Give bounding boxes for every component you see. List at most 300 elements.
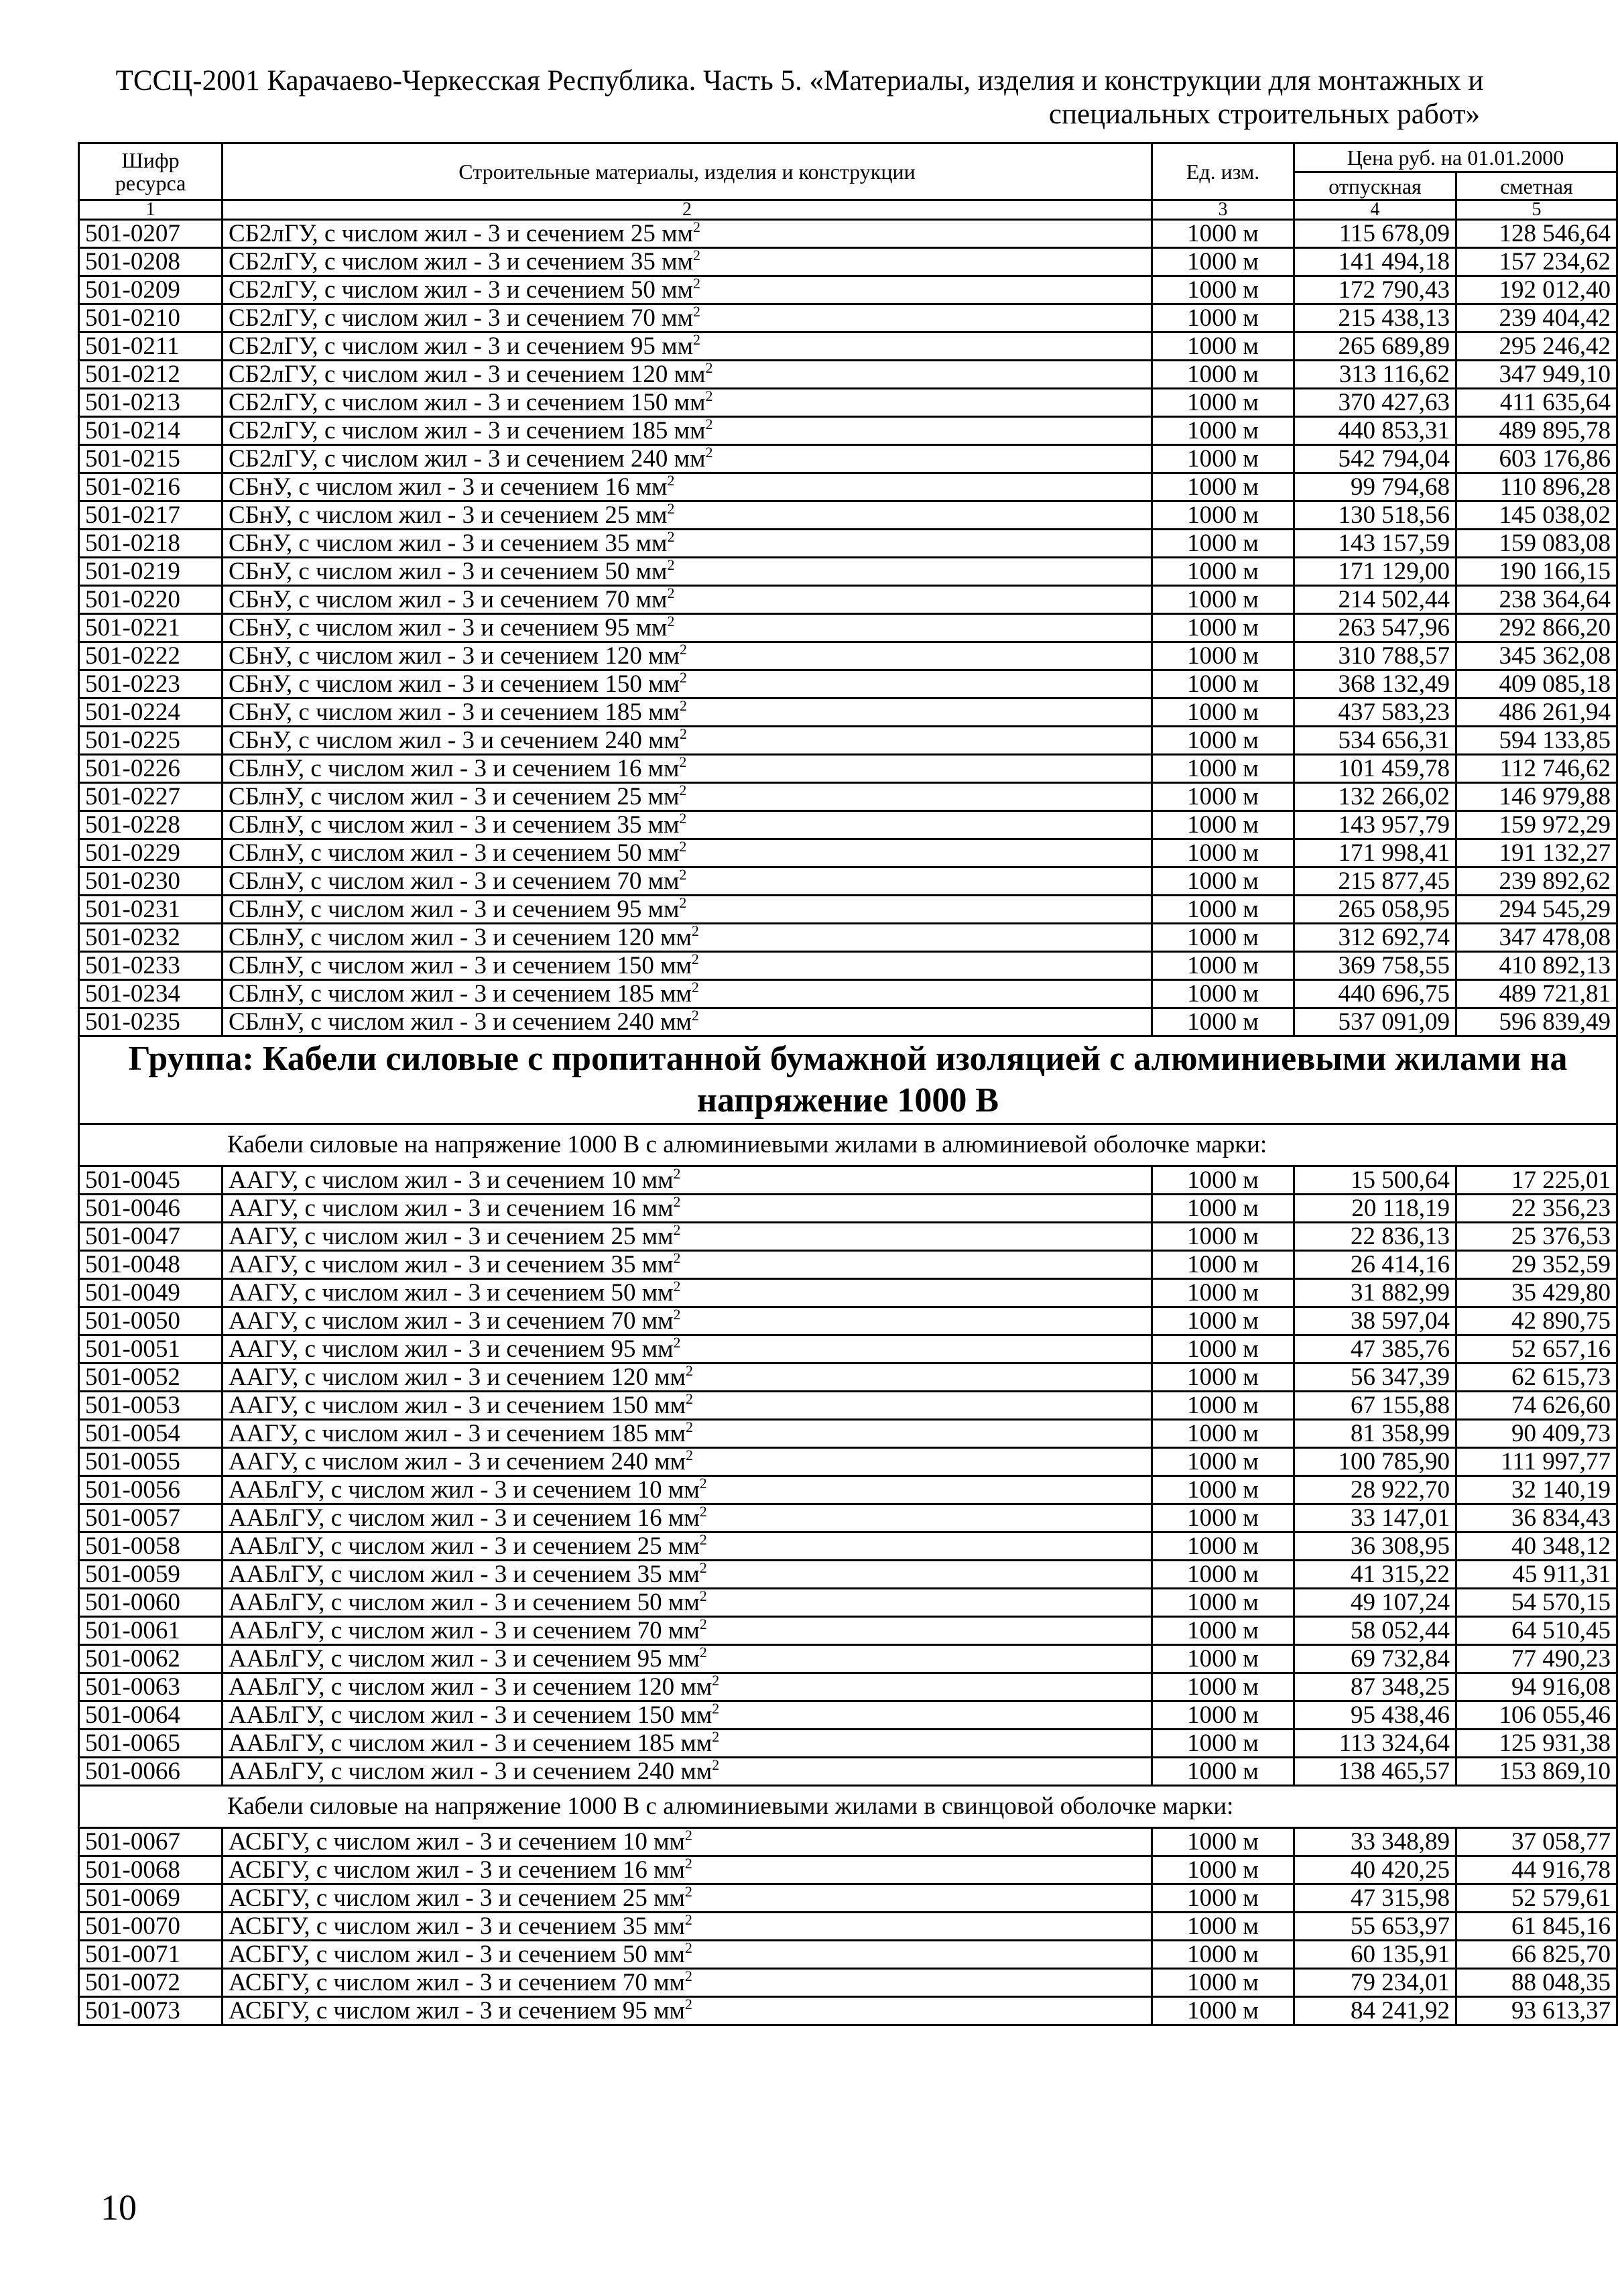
estimate-price: 410 892,13: [1456, 952, 1617, 980]
square-superscript: 2: [684, 1967, 692, 1984]
material-name-text: СБ2лГУ, с числом жил - 3 и сечением 240 мм: [229, 444, 706, 473]
unit: 1000 м: [1152, 1251, 1294, 1279]
material-name: [223, 1532, 1152, 1561]
material-name: [223, 304, 1152, 333]
square-superscript: 2: [679, 894, 687, 911]
unit: 1000 м: [1152, 304, 1294, 333]
release-price: 15 500,64: [1294, 1166, 1456, 1195]
material-name-text: СБлнУ, с числом жил - 3 и сечением 25 мм: [229, 782, 680, 810]
material-name: [223, 755, 1152, 783]
material-name-text: СБлнУ, с числом жил - 3 и сечением 95 мм: [229, 895, 680, 923]
material-name: [223, 1758, 1152, 1786]
estimate-price: 145 038,02: [1456, 501, 1617, 530]
table-row: [79, 1645, 1617, 1673]
material-name: [223, 1969, 1152, 1997]
material-name: [223, 1008, 1152, 1036]
material-name-text: СБ2лГУ, с числом жил - 3 и сечением 150 мм: [229, 388, 706, 416]
square-superscript: 2: [673, 1221, 681, 1238]
square-superscript: 2: [679, 837, 687, 855]
material-name-text: СБнУ, с числом жил - 3 и сечением 35 мм: [229, 529, 668, 557]
estimate-price: 294 545,29: [1456, 896, 1617, 924]
material-name-text: ААБлГУ, с числом жил - 3 и сечением 150 мм: [229, 1701, 712, 1729]
square-superscript: 2: [679, 865, 687, 883]
material-name: [223, 1392, 1152, 1420]
unit: 1000 м: [1152, 952, 1294, 980]
material-name: [223, 389, 1152, 417]
unit: 1000 м: [1152, 220, 1294, 248]
resource-code: 501-0211: [79, 333, 223, 361]
estimate-price: 191 132,27: [1456, 839, 1617, 867]
material-name: [223, 558, 1152, 586]
estimate-price: 489 895,78: [1456, 417, 1617, 445]
release-price: 101 459,78: [1294, 755, 1456, 783]
subgroup-heading: Кабели силовые на напряжение 1000 В с алюминиевыми жилами в алюминиевой оболочке марки:: [79, 1124, 1617, 1166]
square-superscript: 2: [693, 246, 700, 263]
table-row: [79, 304, 1617, 333]
material-name-text: СБнУ, с числом жил - 3 и сечением 50 мм: [229, 557, 668, 585]
material-name: [223, 1856, 1152, 1884]
unit: 1000 м: [1152, 1913, 1294, 1941]
table-row: [79, 614, 1617, 642]
table-row: [79, 361, 1617, 389]
col-header-price: Цена руб. на 01.01.2000: [1294, 143, 1617, 172]
square-superscript: 2: [691, 978, 699, 995]
square-superscript: 2: [686, 1446, 694, 1463]
table-row: [79, 530, 1617, 558]
release-price: 171 129,00: [1294, 558, 1456, 586]
estimate-price: 25 376,53: [1456, 1223, 1617, 1251]
material-name-text: ААБлГУ, с числом жил - 3 и сечением 50 мм: [229, 1588, 700, 1616]
estimate-price: 146 979,88: [1456, 783, 1617, 811]
estimate-price: 594 133,85: [1456, 727, 1617, 755]
table-row: [79, 445, 1617, 473]
release-price: 130 518,56: [1294, 501, 1456, 530]
release-price: 95 438,46: [1294, 1701, 1456, 1730]
resource-code: 501-0059: [79, 1561, 223, 1589]
material-name: [223, 1828, 1152, 1856]
material-name-text: СБнУ, с числом жил - 3 и сечением 185 мм: [229, 698, 680, 726]
estimate-price: 90 409,73: [1456, 1420, 1617, 1448]
material-name: [223, 361, 1152, 389]
square-superscript: 2: [684, 1995, 692, 2012]
material-name-text: СБ2лГУ, с числом жил - 3 и сечением 95 мм: [229, 332, 693, 360]
resource-code: 501-0226: [79, 755, 223, 783]
resource-code: 501-0073: [79, 1997, 223, 2025]
group-title-row: [79, 1036, 1617, 1124]
material-name-text: ААГУ, с числом жил - 3 и сечением 50 мм: [229, 1278, 674, 1307]
square-superscript: 2: [693, 218, 700, 235]
material-name: [223, 1730, 1152, 1758]
estimate-price: 347 478,08: [1456, 924, 1617, 952]
material-name-text: СБ2лГУ, с числом жил - 3 и сечением 120 мм: [229, 360, 706, 388]
release-price: 113 324,64: [1294, 1730, 1456, 1758]
table-row: [79, 389, 1617, 417]
unit: 1000 м: [1152, 389, 1294, 417]
square-superscript: 2: [684, 1911, 692, 1928]
estimate-price: 239 404,42: [1456, 304, 1617, 333]
material-name: [223, 867, 1152, 896]
release-price: 56 347,39: [1294, 1364, 1456, 1392]
material-name: [223, 220, 1152, 248]
unit: 1000 м: [1152, 1856, 1294, 1884]
material-name-text: ААБлГУ, с числом жил - 3 и сечением 10 мм: [229, 1475, 700, 1504]
release-price: 143 157,59: [1294, 530, 1456, 558]
resource-code: 501-0057: [79, 1504, 223, 1532]
resource-code: 501-0230: [79, 867, 223, 896]
table-row: [79, 417, 1617, 445]
material-name: [223, 1884, 1152, 1913]
resource-code: 501-0050: [79, 1307, 223, 1335]
unit: 1000 м: [1152, 1617, 1294, 1645]
square-superscript: 2: [699, 1615, 707, 1632]
table-row: [79, 1941, 1617, 1969]
material-name: [223, 1617, 1152, 1645]
square-superscript: 2: [699, 1530, 707, 1548]
col-header-code: Шифр ресурса: [79, 143, 223, 200]
resource-code: 501-0208: [79, 248, 223, 276]
square-superscript: 2: [679, 725, 687, 742]
estimate-price: 64 510,45: [1456, 1617, 1617, 1645]
header-line-1: ТССЦ-2001 Карачаево-Черкесская Республика. Часть 5. «Материалы, изделия и конструкции для монтажных и: [115, 65, 1484, 97]
material-name: [223, 248, 1152, 276]
subgroup-heading-row: [79, 1124, 1617, 1166]
material-name-text: АСБГУ, с числом жил - 3 и сечением 10 мм: [229, 1827, 685, 1856]
unit: 1000 м: [1152, 276, 1294, 304]
square-superscript: 2: [673, 1277, 681, 1294]
material-name: [223, 1223, 1152, 1251]
unit: 1000 м: [1152, 558, 1294, 586]
material-name-text: СБнУ, с числом жил - 3 и сечением 25 мм: [229, 501, 668, 529]
resource-code: 501-0062: [79, 1645, 223, 1673]
unit: 1000 м: [1152, 614, 1294, 642]
release-price: 370 427,63: [1294, 389, 1456, 417]
material-name-text: СБнУ, с числом жил - 3 и сечением 150 мм: [229, 670, 680, 698]
resource-code: 501-0215: [79, 445, 223, 473]
resource-code: 501-0049: [79, 1279, 223, 1307]
material-name: [223, 1166, 1152, 1195]
resource-code: 501-0227: [79, 783, 223, 811]
resource-code: 501-0217: [79, 501, 223, 530]
table-row: [79, 642, 1617, 670]
col-header-estimate: сметная: [1456, 172, 1617, 200]
estimate-price: 32 140,19: [1456, 1476, 1617, 1504]
square-superscript: 2: [693, 274, 700, 292]
estimate-price: 94 916,08: [1456, 1673, 1617, 1701]
estimate-price: 157 234,62: [1456, 248, 1617, 276]
material-name-text: ААБлГУ, с числом жил - 3 и сечением 185 мм: [229, 1729, 712, 1757]
resource-code: 501-0221: [79, 614, 223, 642]
table-row: [79, 1335, 1617, 1364]
unit: 1000 м: [1152, 445, 1294, 473]
resource-code: 501-0207: [79, 220, 223, 248]
release-price: 138 465,57: [1294, 1758, 1456, 1786]
estimate-price: 596 839,49: [1456, 1008, 1617, 1036]
page-number: 10: [101, 2187, 137, 2228]
estimate-price: 88 048,35: [1456, 1969, 1617, 1997]
unit: 1000 м: [1152, 1448, 1294, 1476]
resource-code: 501-0223: [79, 670, 223, 699]
material-name: [223, 1364, 1152, 1392]
estimate-price: 489 721,81: [1456, 980, 1617, 1008]
resource-code: 501-0222: [79, 642, 223, 670]
release-price: 81 358,99: [1294, 1420, 1456, 1448]
square-superscript: 2: [691, 1006, 699, 1024]
square-superscript: 2: [699, 1587, 707, 1604]
estimate-price: 44 916,78: [1456, 1856, 1617, 1884]
resource-code: 501-0220: [79, 586, 223, 614]
material-name: [223, 924, 1152, 952]
material-name-text: СБнУ, с числом жил - 3 и сечением 16 мм: [229, 473, 668, 501]
resource-code: 501-0234: [79, 980, 223, 1008]
material-name-text: СБ2лГУ, с числом жил - 3 и сечением 50 мм: [229, 276, 693, 304]
unit: 1000 м: [1152, 248, 1294, 276]
table-row: [79, 811, 1617, 839]
table-row: [79, 1364, 1617, 1392]
material-name: [223, 1420, 1152, 1448]
column-number: 3: [1152, 200, 1294, 220]
release-price: 22 836,13: [1294, 1223, 1456, 1251]
square-superscript: 2: [686, 1418, 694, 1435]
estimate-price: 486 261,94: [1456, 699, 1617, 727]
estimate-price: 347 949,10: [1456, 361, 1617, 389]
material-name: [223, 1941, 1152, 1969]
material-name: [223, 276, 1152, 304]
release-price: 171 998,41: [1294, 839, 1456, 867]
table-row: [79, 1476, 1617, 1504]
table-row: [79, 1673, 1617, 1701]
table-row: [79, 1166, 1617, 1195]
table-row: [79, 276, 1617, 304]
unit: 1000 м: [1152, 1223, 1294, 1251]
material-name-text: ААБлГУ, с числом жил - 3 и сечением 240 мм: [229, 1757, 712, 1785]
document-header: [79, 64, 1520, 131]
square-superscript: 2: [679, 753, 687, 770]
estimate-price: 603 176,86: [1456, 445, 1617, 473]
square-superscript: 2: [679, 697, 687, 714]
estimate-price: 40 348,12: [1456, 1532, 1617, 1561]
unit: 1000 м: [1152, 361, 1294, 389]
release-price: 214 502,44: [1294, 586, 1456, 614]
unit: 1000 м: [1152, 501, 1294, 530]
material-name-text: СБ2лГУ, с числом жил - 3 и сечением 70 мм: [229, 304, 693, 332]
material-name-text: ААБлГУ, с числом жил - 3 и сечением 95 мм: [229, 1644, 700, 1673]
release-price: 310 788,57: [1294, 642, 1456, 670]
table-header-row: [79, 143, 1617, 172]
material-name-text: ААБлГУ, с числом жил - 3 и сечением 120 мм: [229, 1673, 712, 1701]
material-name-text: ААБлГУ, с числом жил - 3 и сечением 70 мм: [229, 1616, 700, 1644]
material-name: [223, 811, 1152, 839]
square-superscript: 2: [679, 781, 687, 798]
release-price: 20 118,19: [1294, 1195, 1456, 1223]
resource-code: 501-0070: [79, 1913, 223, 1941]
resource-code: 501-0219: [79, 558, 223, 586]
column-number: 2: [223, 200, 1152, 220]
square-superscript: 2: [699, 1474, 707, 1492]
release-price: 33 348,89: [1294, 1828, 1456, 1856]
material-name: [223, 1913, 1152, 1941]
material-name-text: ААГУ, с числом жил - 3 и сечением 16 мм: [229, 1194, 674, 1222]
unit: 1000 м: [1152, 1561, 1294, 1589]
estimate-price: 153 869,10: [1456, 1758, 1617, 1786]
estimate-price: 45 911,31: [1456, 1561, 1617, 1589]
release-price: 132 266,02: [1294, 783, 1456, 811]
release-price: 40 420,25: [1294, 1856, 1456, 1884]
resource-code: 501-0054: [79, 1420, 223, 1448]
release-price: 47 385,76: [1294, 1335, 1456, 1364]
table-row: [79, 1420, 1617, 1448]
unit: 1000 м: [1152, 1008, 1294, 1036]
square-superscript: 2: [712, 1699, 720, 1717]
material-name: [223, 1476, 1152, 1504]
table-row: [79, 1969, 1617, 1997]
resource-code: 501-0061: [79, 1617, 223, 1645]
unit: 1000 м: [1152, 1364, 1294, 1392]
material-name: [223, 727, 1152, 755]
resource-code: 501-0053: [79, 1392, 223, 1420]
estimate-price: 409 085,18: [1456, 670, 1617, 699]
table-row: [79, 1532, 1617, 1561]
unit: 1000 м: [1152, 333, 1294, 361]
material-name: [223, 783, 1152, 811]
material-name: [223, 501, 1152, 530]
material-name: [223, 1195, 1152, 1223]
square-superscript: 2: [705, 387, 713, 404]
material-name-text: ААГУ, с числом жил - 3 и сечением 35 мм: [229, 1250, 674, 1278]
unit: 1000 м: [1152, 1392, 1294, 1420]
table-row: [79, 1504, 1617, 1532]
unit: 1000 м: [1152, 699, 1294, 727]
column-numbers-row: [79, 200, 1617, 220]
square-superscript: 2: [686, 1362, 694, 1379]
material-name: [223, 330, 1152, 361]
material-name-text: АСБГУ, с числом жил - 3 и сечением 16 мм: [229, 1856, 685, 1884]
table-row: [79, 1279, 1617, 1307]
resource-code: 501-0045: [79, 1166, 223, 1195]
square-superscript: 2: [684, 1854, 692, 1872]
table-row: [79, 1251, 1617, 1279]
unit: 1000 м: [1152, 1504, 1294, 1532]
material-name: [223, 1997, 1152, 2025]
material-name-text: СБнУ, с числом жил - 3 и сечением 120 мм: [229, 642, 680, 670]
estimate-price: 239 892,62: [1456, 867, 1617, 896]
table-row: [79, 839, 1617, 867]
material-name: [223, 1645, 1152, 1673]
table-row: [79, 727, 1617, 755]
release-price: 313 116,62: [1294, 361, 1456, 389]
material-name: [223, 614, 1152, 642]
material-name: [223, 530, 1152, 558]
material-name-text: ААБлГУ, с числом жил - 3 и сечением 25 мм: [229, 1532, 700, 1560]
material-name-text: СБлнУ, с числом жил - 3 и сечением 35 мм: [229, 810, 680, 839]
unit: 1000 м: [1152, 896, 1294, 924]
resource-code: 501-0229: [79, 839, 223, 867]
unit: 1000 м: [1152, 980, 1294, 1008]
material-name-text: АСБГУ, с числом жил - 3 и сечением 35 мм: [229, 1912, 685, 1940]
table-row: [79, 220, 1617, 248]
release-price: 47 315,98: [1294, 1884, 1456, 1913]
resource-code: 501-0067: [79, 1828, 223, 1856]
estimate-price: 62 615,73: [1456, 1364, 1617, 1392]
release-price: 115 678,09: [1294, 220, 1456, 248]
table-row: [79, 1828, 1617, 1856]
estimate-price: 54 570,15: [1456, 1589, 1617, 1617]
unit: 1000 м: [1152, 1730, 1294, 1758]
unit: 1000 м: [1152, 530, 1294, 558]
material-name-text: СБнУ, с числом жил - 3 и сечением 95 мм: [229, 613, 668, 642]
column-number: 1: [79, 200, 223, 220]
square-superscript: 2: [705, 415, 713, 432]
resource-code: 501-0063: [79, 1673, 223, 1701]
unit: 1000 м: [1152, 727, 1294, 755]
resource-code: 501-0212: [79, 361, 223, 389]
square-superscript: 2: [679, 668, 687, 686]
release-price: 534 656,31: [1294, 727, 1456, 755]
material-name: [223, 586, 1152, 614]
material-name-text: ААГУ, с числом жил - 3 и сечением 240 мм: [229, 1447, 686, 1475]
table-row: [79, 586, 1617, 614]
unit: 1000 м: [1152, 783, 1294, 811]
unit: 1000 м: [1152, 1335, 1294, 1364]
table-row: [79, 755, 1617, 783]
material-name: [223, 670, 1152, 699]
material-name-text: СБлнУ, с числом жил - 3 и сечением 185 мм: [229, 979, 692, 1008]
material-name: [223, 1307, 1152, 1335]
square-superscript: 2: [699, 1643, 707, 1660]
material-name: [223, 896, 1152, 924]
material-name-text: АСБГУ, с числом жил - 3 и сечением 95 мм: [229, 1996, 685, 2025]
material-name-text: ААГУ, с числом жил - 3 и сечением 70 мм: [229, 1307, 674, 1335]
table-row: [79, 1884, 1617, 1913]
estimate-price: 128 546,64: [1456, 220, 1617, 248]
release-price: 33 147,01: [1294, 1504, 1456, 1532]
square-superscript: 2: [712, 1728, 720, 1745]
material-name-text: СБ2лГУ, с числом жил - 3 и сечением 35 мм: [229, 247, 693, 276]
release-price: 312 692,74: [1294, 924, 1456, 952]
resource-code: 501-0235: [79, 1008, 223, 1036]
column-number: 5: [1456, 200, 1617, 220]
material-name-text: СБлнУ, с числом жил - 3 и сечением 50 мм: [229, 839, 680, 867]
square-superscript: 2: [667, 612, 675, 629]
unit: 1000 м: [1152, 1884, 1294, 1913]
release-price: 36 308,95: [1294, 1532, 1456, 1561]
square-superscript: 2: [684, 1882, 692, 1900]
material-name: [223, 1673, 1152, 1701]
square-superscript: 2: [673, 1193, 681, 1210]
estimate-price: 35 429,80: [1456, 1279, 1617, 1307]
material-name: [223, 642, 1152, 670]
unit: 1000 м: [1152, 586, 1294, 614]
release-price: 263 547,96: [1294, 614, 1456, 642]
resource-code: 501-0068: [79, 1856, 223, 1884]
release-price: 26 414,16: [1294, 1251, 1456, 1279]
resource-code: 501-0224: [79, 699, 223, 727]
material-name: [223, 1448, 1152, 1476]
unit: 1000 м: [1152, 811, 1294, 839]
material-name: [223, 1561, 1152, 1589]
material-name-text: СБлнУ, с числом жил - 3 и сечением 240 мм: [229, 1008, 692, 1036]
estimate-price: 192 012,40: [1456, 276, 1617, 304]
unit: 1000 м: [1152, 1997, 1294, 2025]
material-name: [223, 699, 1152, 727]
resource-code: 501-0214: [79, 417, 223, 445]
square-superscript: 2: [699, 1502, 707, 1520]
release-price: 79 234,01: [1294, 1969, 1456, 1997]
resource-code: 501-0225: [79, 727, 223, 755]
resource-code: 501-0052: [79, 1364, 223, 1392]
resource-code: 501-0218: [79, 530, 223, 558]
table-row: [79, 1008, 1617, 1036]
square-superscript: 2: [705, 359, 713, 376]
